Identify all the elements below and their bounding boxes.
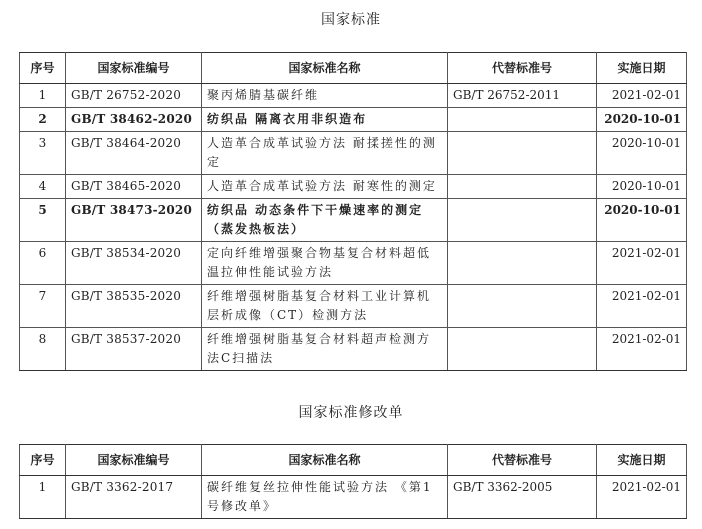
- cell-effective-date: 2020-10-01: [597, 132, 687, 175]
- table-row: [20, 476, 687, 519]
- cell-standard-number: GB/T 26752-2020: [66, 84, 202, 108]
- cell-standard-name: 聚丙烯腈基碳纤维: [202, 84, 448, 108]
- cell-standard-number: GB/T 38537-2020: [66, 328, 202, 371]
- header-index: 序号: [20, 445, 66, 476]
- cell-replaced-standard: [448, 175, 597, 199]
- table-header-row: [20, 445, 687, 476]
- cell-replaced-standard: GB/T 3362-2005: [448, 476, 597, 519]
- cell-effective-date: 2021-02-01: [597, 476, 687, 519]
- header-replaced-standard: 代替标准号: [448, 53, 597, 84]
- amendments-table: [19, 444, 687, 519]
- cell-effective-date: 2020-10-01: [597, 175, 687, 199]
- cell-index: 6: [20, 242, 66, 285]
- table-row: [20, 108, 687, 132]
- cell-index: 3: [20, 132, 66, 175]
- cell-effective-date: 2021-02-01: [597, 84, 687, 108]
- cell-index: 8: [20, 328, 66, 371]
- cell-standard-number: GB/T 38464-2020: [66, 132, 202, 175]
- table-row: [20, 132, 687, 175]
- table-row: [20, 84, 687, 108]
- cell-standard-name: 纤维增强树脂基复合材料工业计算机层析成像（CT）检测方法: [202, 285, 448, 328]
- header-effective-date: 实施日期: [597, 445, 687, 476]
- cell-replaced-standard: [448, 242, 597, 285]
- header-index: 序号: [20, 53, 66, 84]
- cell-effective-date: 2021-02-01: [597, 328, 687, 371]
- cell-index: 7: [20, 285, 66, 328]
- table-row: [20, 285, 687, 328]
- cell-index: 5: [20, 199, 66, 242]
- cell-standard-number: GB/T 38473-2020: [66, 199, 202, 242]
- header-standard-number: 国家标准编号: [66, 53, 202, 84]
- cell-effective-date: 2021-02-01: [597, 242, 687, 285]
- cell-replaced-standard: [448, 285, 597, 328]
- cell-replaced-standard: [448, 199, 597, 242]
- header-standard-number: 国家标准编号: [66, 445, 202, 476]
- cell-standard-number: GB/T 38535-2020: [66, 285, 202, 328]
- cell-standard-name: 纺织品 隔离衣用非织造布: [202, 108, 448, 132]
- section-title-national-standards: 国家标准: [321, 12, 381, 28]
- table-header-row: [20, 53, 687, 84]
- header-standard-name: 国家标准名称: [202, 445, 448, 476]
- national-standards-body: [20, 84, 687, 371]
- table-row: [20, 328, 687, 371]
- table-row: [20, 199, 687, 242]
- cell-effective-date: 2020-10-01: [597, 108, 687, 132]
- header-effective-date: 实施日期: [597, 53, 687, 84]
- cell-index: 1: [20, 476, 66, 519]
- cell-replaced-standard: [448, 108, 597, 132]
- cell-standard-name: 碳纤维复丝拉伸性能试验方法 《第1号修改单》: [202, 476, 448, 519]
- cell-standard-name: 纤维增强树脂基复合材料超声检测方法C扫描法: [202, 328, 448, 371]
- cell-standard-number: GB/T 38462-2020: [66, 108, 202, 132]
- section-title-amendments: 国家标准修改单: [298, 405, 404, 421]
- cell-index: 4: [20, 175, 66, 199]
- cell-replaced-standard: GB/T 26752-2011: [448, 84, 597, 108]
- national-standards-table: [19, 52, 687, 371]
- cell-standard-number: GB/T 38465-2020: [66, 175, 202, 199]
- cell-effective-date: 2020-10-01: [597, 199, 687, 242]
- cell-replaced-standard: [448, 132, 597, 175]
- cell-standard-name: 定向纤维增强聚合物基复合材料超低温拉伸性能试验方法: [202, 242, 448, 285]
- header-replaced-standard: 代替标准号: [448, 445, 597, 476]
- header-standard-name: 国家标准名称: [202, 53, 448, 84]
- cell-standard-name: 纺织品 动态条件下干燥速率的测定（蒸发热板法）: [202, 199, 448, 242]
- cell-standard-name: 人造革合成革试验方法 耐寒性的测定: [202, 175, 448, 199]
- amendments-body: [20, 476, 687, 519]
- cell-standard-name: 人造革合成革试验方法 耐揉搓性的测定: [202, 132, 448, 175]
- cell-index: 2: [20, 108, 66, 132]
- cell-standard-number: GB/T 38534-2020: [66, 242, 202, 285]
- cell-effective-date: 2021-02-01: [597, 285, 687, 328]
- table-row: [20, 175, 687, 199]
- cell-index: 1: [20, 84, 66, 108]
- cell-replaced-standard: [448, 328, 597, 371]
- table-row: [20, 242, 687, 285]
- cell-standard-number: GB/T 3362-2017: [66, 476, 202, 519]
